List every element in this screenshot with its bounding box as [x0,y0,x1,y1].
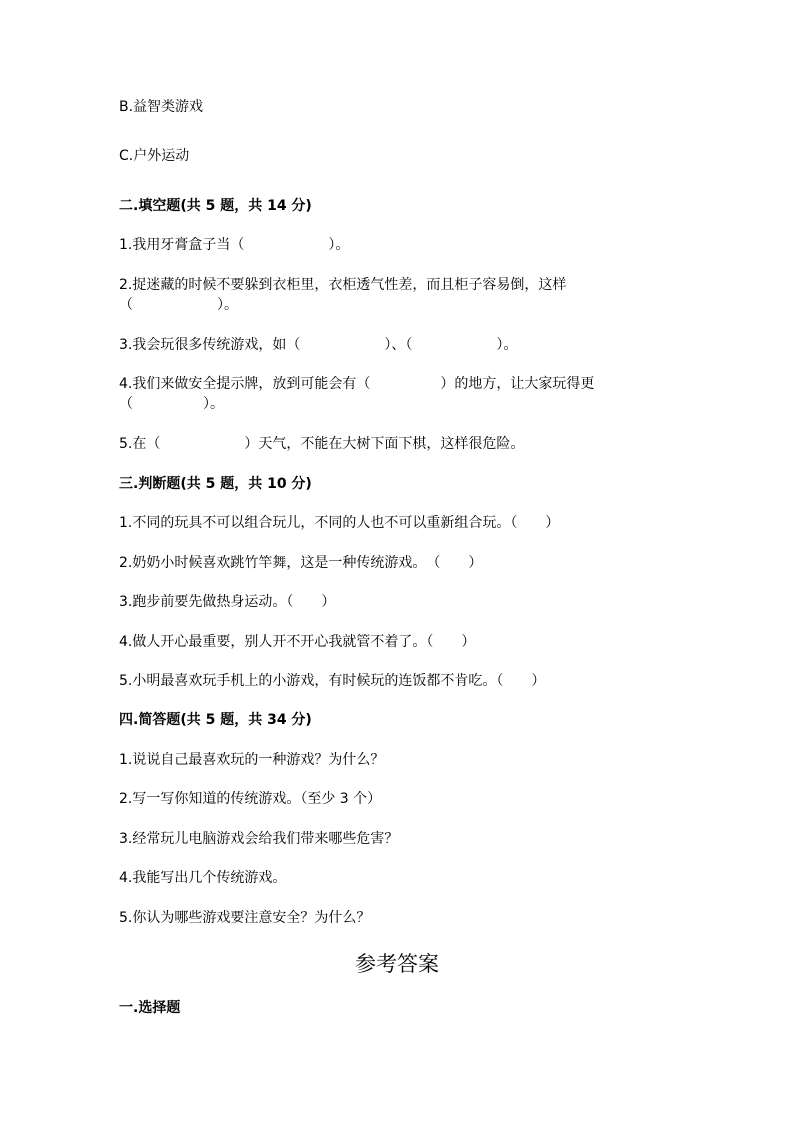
choice-option-b: B.益智类游戏 [119,99,204,115]
section-heading-fill: 二.填空题(共 5 题，共 14 分) [119,198,312,214]
answer-title: 参考答案 [355,952,439,976]
short-question-5: 5.你认为哪些游戏要注意安全？为什么？ [119,910,371,926]
short-question-3: 3.经常玩儿电脑游戏会给我们带来哪些危害？ [119,831,399,847]
short-question-4: 4.我能写出几个传统游戏。 [119,870,287,886]
short-question-1: 1.说说自己最喜欢玩的一种游戏？为什么？ [119,752,385,768]
fill-question-1: 1.我用牙膏盒子当（ ）。 [119,237,350,253]
choice-option-c: C.户外运动 [119,148,190,164]
fill-question-3: 3.我会玩很多传统游戏，如（ ）、（ ）。 [119,337,518,353]
judge-question-2: 2.奶奶小时候喜欢跳竹竿舞，这是一种传统游戏。 （ ） [119,555,483,571]
judge-question-5: 5.小明最喜欢玩手机上的小游戏，有时候玩的连饭都不肯吃。（ ） [119,673,546,689]
section-heading-judge: 三.判断题(共 5 题，共 10 分) [119,476,312,492]
fill-question-4-line1: 4.我们来做安全提示牌，放到可能会有（ ）的地方，让大家玩得更 [119,376,595,392]
section-heading-short: 四.简答题(共 5 题，共 34 分) [119,712,312,728]
judge-question-1: 1.不同的玩具不可以组合玩儿，不同的人也不可以重新组合玩。（ ） [119,515,560,531]
fill-question-2-line2: （ ）。 [119,297,238,313]
judge-question-4: 4.做人开心最重要，别人开不开心我就管不着了。（ ） [119,634,476,650]
judge-question-3: 3.跑步前要先做热身运动。（ ） [119,594,336,610]
fill-question-5: 5.在（ ）天气，不能在大树下面下棋，这样很危险。 [119,436,525,452]
fill-question-4-line2: （ ）。 [119,396,224,412]
answer-section-heading: 一.选择题 [119,1000,181,1016]
fill-question-2-line1: 2.捉迷藏的时候不要躲到衣柜里，衣柜透气性差，而且柜子容易倒，这样 [119,277,567,293]
short-question-2: 2.写一写你知道的传统游戏。（至少 3 个） [119,791,382,807]
